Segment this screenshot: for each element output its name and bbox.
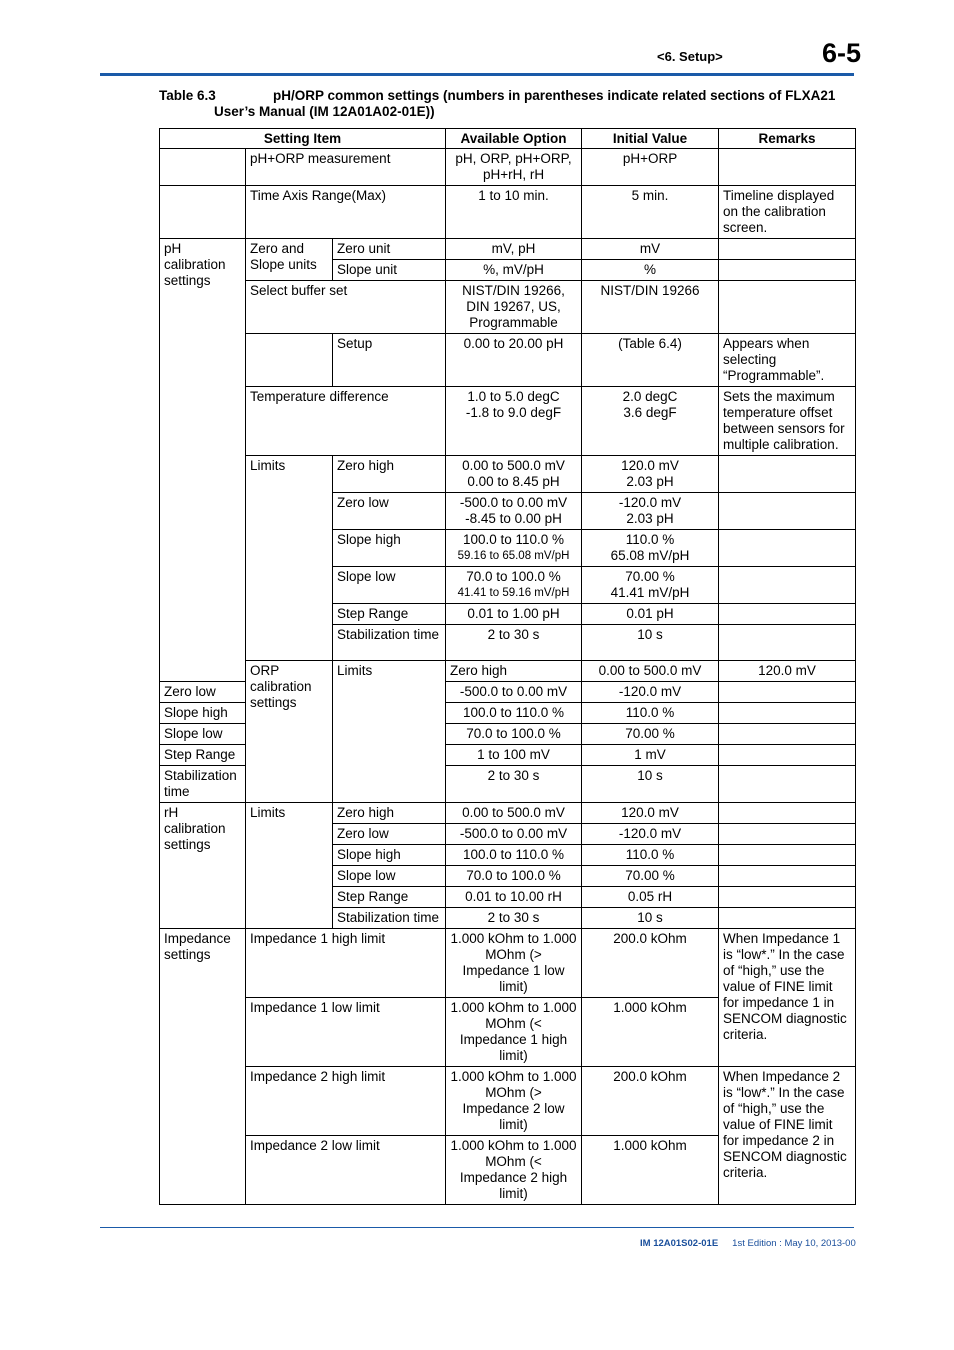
header-rule — [100, 73, 854, 76]
initial-cell: 200.0 kOhm — [582, 929, 719, 998]
table-row — [160, 803, 856, 824]
option-cell: 1 to 10 min. — [446, 186, 582, 239]
remarks-cell — [719, 281, 856, 334]
remarks-cell: Sets the maximum temperature offset between sensors for multiple calibration. — [719, 387, 856, 456]
table-row — [160, 149, 856, 186]
initial-cell: (Table 6.4) — [582, 334, 719, 387]
option-cell: 1.000 kOhm to 1.000 MOhm (< Impedance 1 high limit) — [446, 998, 582, 1067]
subitem-label: Zero low — [333, 493, 446, 530]
initial-cell — [582, 456, 719, 493]
remarks-cell — [719, 703, 856, 724]
item-label: Impedance 2 high limit — [246, 1067, 446, 1136]
footer-doc-number: IM 12A01S02-01E — [640, 1238, 719, 1249]
header-remarks: Remarks — [719, 129, 856, 149]
option-cell — [446, 567, 582, 604]
subitem-label: Stabilization time — [333, 908, 446, 929]
remarks-cell — [719, 724, 856, 745]
table-row — [160, 186, 856, 239]
remarks-cell — [719, 493, 856, 530]
subitem-label: Zero high — [333, 456, 446, 493]
initial-line: 3.6 degF — [623, 405, 677, 420]
group-cell — [160, 186, 246, 239]
remarks-cell — [719, 845, 856, 866]
subitem-label: Step Range — [333, 887, 446, 908]
remarks-cell: Appears when selecting “Programmable”. — [719, 334, 856, 387]
option-cell: pH, ORP, pH+ORP, pH+rH, rH — [446, 149, 582, 186]
table-row — [160, 334, 856, 387]
option-cell — [446, 387, 582, 456]
header-setting-item: Setting Item — [160, 129, 446, 149]
option-line: 0.00 to 8.45 pH — [467, 474, 560, 489]
option-cell: 0.01 to 10.00 rH — [446, 887, 582, 908]
table-row — [160, 1067, 856, 1136]
initial-cell: 70.00 % — [582, 724, 719, 745]
remarks-cell — [719, 682, 856, 703]
option-cell: 1.000 kOhm to 1.000 MOhm (> Impedance 1 low limit) — [446, 929, 582, 998]
remarks-cell — [719, 239, 856, 260]
table-title-line2: User’s Manual (IM 12A01A02-01E)) — [214, 104, 435, 119]
option-cell — [446, 493, 582, 530]
subitem-label: Slope high — [160, 703, 246, 724]
option-line: 1.0 to 5.0 degC — [467, 389, 560, 404]
option-line: 41.41 to 59.16 mV/pH — [457, 587, 570, 599]
option-line: 100.0 to 110.0 % — [462, 532, 565, 547]
option-cell: mV, pH — [446, 239, 582, 260]
remarks-cell — [719, 260, 856, 281]
initial-cell — [582, 387, 719, 456]
item-label: pH+ORP measurement — [246, 149, 446, 186]
remarks-cell: When Impedance 2 is “low*.” In the case of “high,” use the value of FINE limit for impedance 2 in SENCOM diagnostic criteria. — [719, 1067, 856, 1205]
subitem-label: Slope unit — [333, 260, 446, 281]
table-row — [160, 281, 856, 334]
page-number: 6-5 — [822, 38, 862, 68]
item-label: Impedance 1 high limit — [246, 929, 446, 998]
option-line: 0.00 to 500.0 mV — [462, 458, 565, 473]
remarks-cell — [719, 567, 856, 604]
item-label: Impedance 1 low limit — [246, 998, 446, 1067]
remarks-cell: Timeline displayed on the calibration screen. — [719, 186, 856, 239]
initial-cell — [582, 530, 719, 567]
option-cell: -500.0 to 0.00 mV — [446, 824, 582, 845]
section-header: <6. Setup> — [657, 49, 723, 64]
initial-cell — [582, 567, 719, 604]
option-cell: 70.0 to 100.0 % — [446, 866, 582, 887]
table-title-line1: pH/ORP common settings (numbers in parentheses indicate related sections of FLXA21 — [273, 88, 836, 103]
group-label-rh: rH calibration settings — [160, 803, 246, 929]
initial-cell: 1 mV — [582, 745, 719, 766]
option-cell: 1.000 kOhm to 1.000 MOhm (> Impedance 2 low limit) — [446, 1067, 582, 1136]
group-cell — [160, 149, 246, 186]
option-cell: -500.0 to 0.00 mV — [446, 682, 582, 703]
table-row — [160, 239, 856, 260]
table-number: Table 6.3 — [159, 88, 216, 103]
initial-line: 2.0 degC — [622, 389, 678, 404]
limits-label: Limits — [333, 661, 446, 803]
footer — [640, 1238, 856, 1249]
subitem-label: Stabilization time — [160, 766, 246, 803]
remarks-cell: When Impedance 1 is “low*.” In the case of “high,” use the value of FINE limit for impedance 1 in SENCOM diagnostic criteria. — [719, 929, 856, 1067]
header-initial-value: Initial Value — [582, 129, 719, 149]
group-label-ph: pH calibration settings — [160, 239, 246, 682]
initial-line: 2.03 pH — [626, 474, 674, 489]
subitem-label: Slope high — [333, 845, 446, 866]
footer-edition: 1st Edition : May 10, 2013-00 — [732, 1238, 856, 1249]
remarks-cell — [719, 625, 856, 661]
option-cell: 0.00 to 20.00 pH — [446, 334, 582, 387]
option-cell — [446, 456, 582, 493]
initial-cell: 0.05 rH — [582, 887, 719, 908]
subitem-label: Step Range — [333, 604, 446, 625]
table-header-row — [160, 129, 856, 149]
group-label-impedance: Impedance settings — [160, 929, 246, 1205]
initial-cell: 1.000 kOhm — [582, 1136, 719, 1205]
subitem-label: Zero high — [446, 661, 582, 682]
initial-cell: mV — [582, 239, 719, 260]
initial-line: -120.0 mV — [618, 495, 682, 510]
remarks-cell — [719, 745, 856, 766]
initial-cell: 1.000 kOhm — [582, 998, 719, 1067]
initial-cell: 200.0 kOhm — [582, 1067, 719, 1136]
item-label: Zero and Slope units — [246, 239, 333, 281]
header-available-option: Available Option — [446, 129, 582, 149]
option-line: 70.0 to 100.0 % — [466, 569, 561, 584]
subitem-label: Slope low — [160, 724, 246, 745]
option-cell: 100.0 to 110.0 % — [446, 703, 582, 724]
item-label: Impedance 2 low limit — [246, 1136, 446, 1205]
option-cell: %, mV/pH — [446, 260, 582, 281]
initial-cell: 70.00 % — [582, 866, 719, 887]
footer-rule — [100, 1227, 854, 1228]
option-cell: 0.01 to 1.00 pH — [446, 604, 582, 625]
option-cell: 2 to 30 s — [446, 908, 582, 929]
initial-cell: -120.0 mV — [582, 824, 719, 845]
item-label: Select buffer set — [246, 281, 446, 334]
option-line: -1.8 to 9.0 degF — [465, 405, 562, 420]
option-line: -500.0 to 0.00 mV — [459, 495, 568, 510]
option-cell: 2 to 30 s — [446, 766, 582, 803]
blank-cell — [246, 334, 333, 387]
remarks-cell — [719, 803, 856, 824]
option-line: 59.16 to 65.08 mV/pH — [457, 550, 570, 562]
remarks-cell — [719, 887, 856, 908]
table-row — [160, 929, 856, 998]
option-cell: NIST/DIN 19266, DIN 19267, US, Programmable — [446, 281, 582, 334]
initial-line: 120.0 mV — [621, 458, 679, 473]
initial-cell: 110.0 % — [582, 845, 719, 866]
remarks-cell — [719, 149, 856, 186]
table-row — [160, 387, 856, 456]
subitem-label: Step Range — [160, 745, 246, 766]
option-line: -8.45 to 0.00 pH — [465, 511, 562, 526]
remarks-cell — [719, 530, 856, 567]
subitem-label: Slope low — [333, 567, 446, 604]
subitem-label: Slope low — [333, 866, 446, 887]
option-cell — [446, 530, 582, 567]
initial-cell: 0.01 pH — [582, 604, 719, 625]
item-label: Temperature difference — [246, 387, 446, 456]
limits-label: Limits — [246, 803, 333, 929]
initial-line: 70.00 % — [625, 569, 675, 584]
option-cell: 70.0 to 100.0 % — [446, 724, 582, 745]
subitem-label: Zero high — [333, 803, 446, 824]
limits-label: Limits — [246, 456, 333, 661]
subitem-label: Setup — [333, 334, 446, 387]
remarks-cell — [719, 908, 856, 929]
initial-cell: 110.0 % — [582, 703, 719, 724]
subitem-label: Zero low — [160, 682, 246, 703]
item-label: Time Axis Range(Max) — [246, 186, 446, 239]
remarks-cell — [719, 866, 856, 887]
initial-line: 110.0 % — [625, 532, 675, 547]
option-cell: 0.00 to 500.0 mV — [446, 803, 582, 824]
initial-line: 2.03 pH — [626, 511, 674, 526]
option-cell: 2 to 30 s — [446, 625, 582, 661]
option-cell: 1 to 100 mV — [446, 745, 582, 766]
initial-cell: 10 s — [582, 766, 719, 803]
initial-cell: 120.0 mV — [582, 803, 719, 824]
initial-line: 65.08 mV/pH — [610, 548, 690, 563]
initial-line: 41.41 mV/pH — [610, 585, 690, 600]
subitem-label: Stabilization time — [333, 625, 446, 661]
table-row — [160, 661, 856, 682]
subitem-label: Zero unit — [333, 239, 446, 260]
remarks-cell — [719, 766, 856, 803]
initial-cell: 5 min. — [582, 186, 719, 239]
initial-cell: 120.0 mV — [719, 661, 856, 682]
option-cell: 1.000 kOhm to 1.000 MOhm (< Impedance 2 high limit) — [446, 1136, 582, 1205]
remarks-cell — [719, 604, 856, 625]
initial-cell: 10 s — [582, 908, 719, 929]
initial-cell: 10 s — [582, 625, 719, 661]
initial-cell: -120.0 mV — [582, 682, 719, 703]
initial-cell: % — [582, 260, 719, 281]
option-cell: 100.0 to 110.0 % — [446, 845, 582, 866]
settings-table — [159, 128, 856, 1205]
remarks-cell — [719, 456, 856, 493]
initial-cell — [582, 493, 719, 530]
option-cell: 0.00 to 500.0 mV — [582, 661, 719, 682]
group-label-orp: ORP calibration settings — [246, 661, 333, 803]
remarks-cell — [719, 824, 856, 845]
subitem-label: Zero low — [333, 824, 446, 845]
table-row — [160, 456, 856, 493]
subitem-label: Slope high — [333, 530, 446, 567]
initial-cell: NIST/DIN 19266 — [582, 281, 719, 334]
initial-cell: pH+ORP — [582, 149, 719, 186]
